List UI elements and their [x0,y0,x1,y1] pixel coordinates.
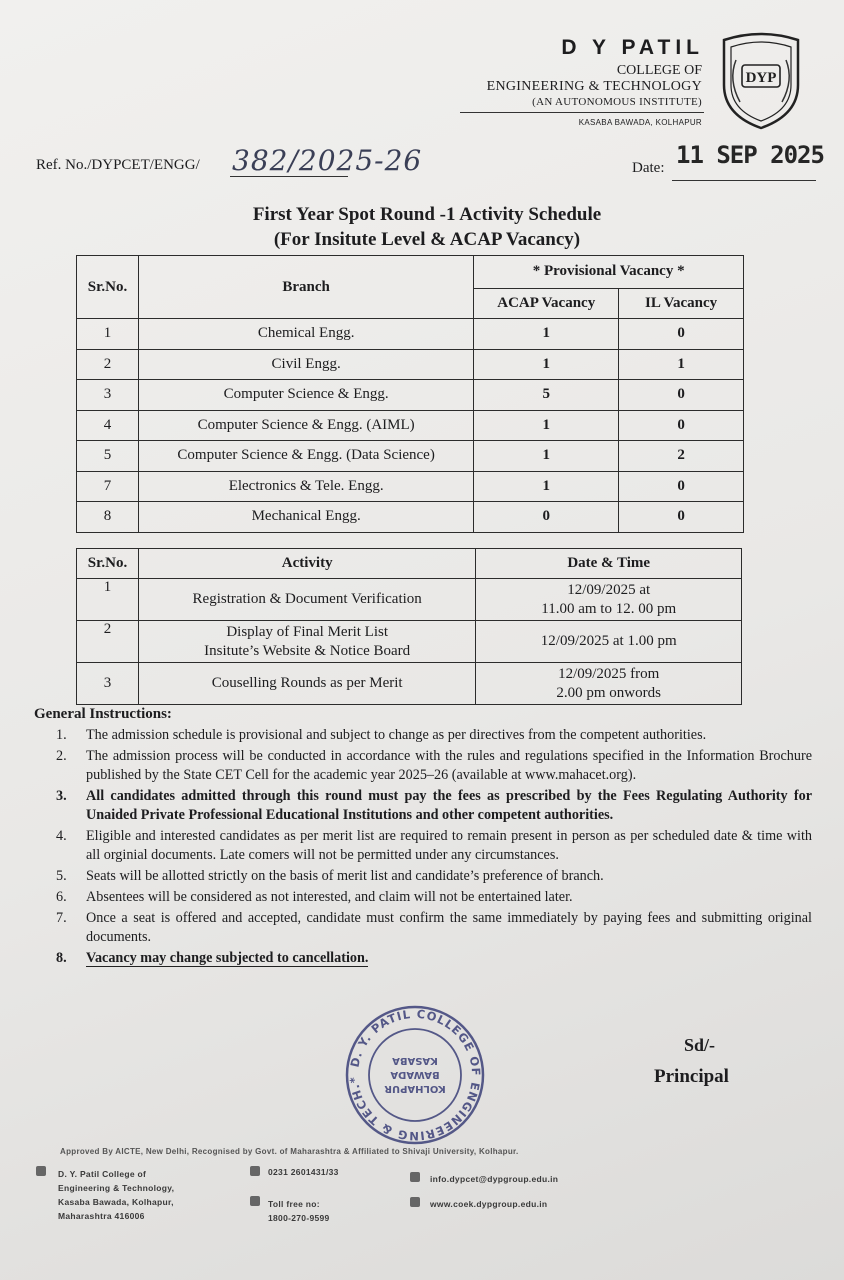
activity-header-datetime: Date & Time [476,549,742,579]
list-item: 4. Eligible and interested candidates as per merit list are required to remain present in person as per scheduled date & time with all orginial documents. Late comers will not be permitted under any circumstances. [56,828,812,863]
row-il: 0 [619,502,744,533]
row-il: 0 [619,380,744,411]
college-line-2: ENGINEERING & TECHNOLOGY [486,79,702,94]
table-row [77,471,744,502]
date-label: Date: [632,160,665,176]
list-item: 2. The admission process will be conducted in accordance with the rules and regulations specified in the Information Brochure published by the State CET Cell for the academic year 2025–26 (available at www.mahacet.org). [56,748,812,783]
row-branch: Computer Science & Engg. [138,380,473,411]
row-il: 0 [619,410,744,441]
row-activity: Couselling Rounds as per Merit [138,663,475,705]
vacancy-header-acap: ACAP Vacancy [474,288,619,318]
table-row [77,441,744,472]
college-line-3: (AN AUTONOMOUS INSTITUTE) [532,96,702,108]
instructions-list [56,726,812,970]
svg-text:DYP: DYP [745,70,777,86]
date-underline [672,180,816,181]
date-stamp: 11 SEP 2025 [676,141,824,169]
reference-number-handwritten: 382/2025-26 [232,144,423,177]
table-row [77,579,742,621]
vacancy-header-provisional: * Provisional Vacancy * [474,256,744,289]
svg-text:KASABA: KASABA [392,1055,438,1066]
row-srno: 1 [77,579,139,621]
document-title: First Year Spot Round -1 Activity Schedule [252,204,602,225]
activity-header-srno: Sr.No. [77,549,139,579]
row-datetime: 12/09/2025 at 1.00 pm [476,621,742,663]
tollfree-icon [250,1196,260,1206]
row-branch: Mechanical Engg. [138,502,473,533]
row-acap: 5 [474,380,619,411]
reference-underline [230,176,348,177]
college-line-1: COLLEGE OF [616,63,702,78]
table-row [77,380,744,411]
row-acap: 1 [474,471,619,502]
svg-text:D. Y. PATIL COLLEGE OF ENGINEE: D. Y. PATIL COLLEGE OF ENGINEERING & TECH.* [346,1006,484,1144]
list-item: 5. Seats will be allotted strictly on the basis of merit list and candidate’s preference of branch. [56,868,604,884]
row-activity: Display of Final Merit List Insitute’s Website & Notice Board [138,621,475,663]
svg-text:KOLHAPUR: KOLHAPUR [384,1083,446,1094]
list-item: 7. Once a seat is offered and accepted, candidate must confirm the same immediately by paying fees and submitting original documents. [56,910,812,945]
row-il: 0 [619,471,744,502]
row-il: 1 [619,349,744,380]
row-srno: 2 [77,621,139,663]
list-item: 1. The admission schedule is provisional and subject to change as per directives from the competent authorities. [56,727,707,743]
footer-website: www.coek.dypgroup.edu.in [430,1199,548,1209]
location-icon [36,1166,46,1176]
signature-sd: Sd/- [684,1035,716,1055]
instructions-heading: General Instructions: [34,706,172,722]
table-row [77,663,742,705]
row-acap: 1 [474,410,619,441]
row-srno: 5 [77,441,139,472]
header-rule [460,112,704,113]
vacancy-header-il: IL Vacancy [619,288,744,318]
college-seal-icon [342,1002,488,1148]
college-logo-icon [718,30,804,130]
list-item: 6. Absentees will be considered as not interested, and claim will not be entertained later. [56,889,573,905]
vacancy-header-branch: Branch [138,256,473,319]
row-branch: Computer Science & Engg. (AIML) [138,410,473,441]
list-item: 3. All candidates admitted through this round must pay the fees as prescribed by the Fees Regulating Authority for Unaided Private Professional Educational Institutions and other competent authorities. [56,788,812,823]
row-il: 2 [619,441,744,472]
footer-email: info.dypcet@dypgroup.edu.in [430,1174,559,1184]
row-acap: 1 [474,441,619,472]
phone-icon [250,1166,260,1176]
list-item: 8. Vacancy may change subjected to cancellation. [56,950,369,966]
row-activity: Registration & Document Verification [138,579,475,621]
row-acap: 1 [474,349,619,380]
table-row [77,410,744,441]
row-acap: 1 [474,319,619,350]
row-srno: 2 [77,349,139,380]
row-acap: 0 [474,502,619,533]
table-row [77,502,744,533]
college-address: KASABA BAWADA, KOLHAPUR [578,118,702,127]
row-srno: 8 [77,502,139,533]
table-row [77,319,744,350]
row-datetime: 12/09/2025 from 2.00 pm onwords [476,663,742,705]
table-row [77,349,744,380]
row-il: 0 [619,319,744,350]
row-srno: 7 [77,471,139,502]
signatory-title: Principal [654,1066,729,1087]
college-name: D Y PATIL [561,36,704,59]
vacancy-header-srno: Sr.No. [77,256,139,319]
reference-label: Ref. No./DYPCET/ENGG/ [36,157,200,173]
row-srno: 3 [77,380,139,411]
email-icon [410,1172,420,1182]
footer-address: D. Y. Patil College of Engineering & Technology, Kasaba Bawada, Kolhapur, Maharashtra 416006 [58,1169,175,1221]
table-row [77,621,742,663]
row-srno: 1 [77,319,139,350]
vacancy-table [76,255,744,533]
row-datetime: 12/09/2025 at 11.00 am to 12. 00 pm [476,579,742,621]
document-subtitle: (For Insitute Level & ACAP Vacancy) [273,229,581,250]
activity-table [76,548,742,705]
activity-header-activity: Activity [138,549,475,579]
row-srno: 4 [77,410,139,441]
svg-text:BAWADA: BAWADA [390,1069,440,1080]
footer-approval-text: Approved By AICTE, New Delhi, Recognised by Govt. of Maharashtra & Affiliated to Shivaji University, Kolhapur. [60,1147,519,1156]
footer-phone: 0231 2601431/33 [268,1167,339,1177]
row-branch: Chemical Engg. [138,319,473,350]
row-branch: Computer Science & Engg. (Data Science) [138,441,473,472]
row-branch: Electronics & Tele. Engg. [138,471,473,502]
footer-tollfree: Toll free no: 1800-270-9599 [268,1199,330,1223]
web-icon [410,1197,420,1207]
row-srno: 3 [77,663,139,705]
row-branch: Civil Engg. [138,349,473,380]
